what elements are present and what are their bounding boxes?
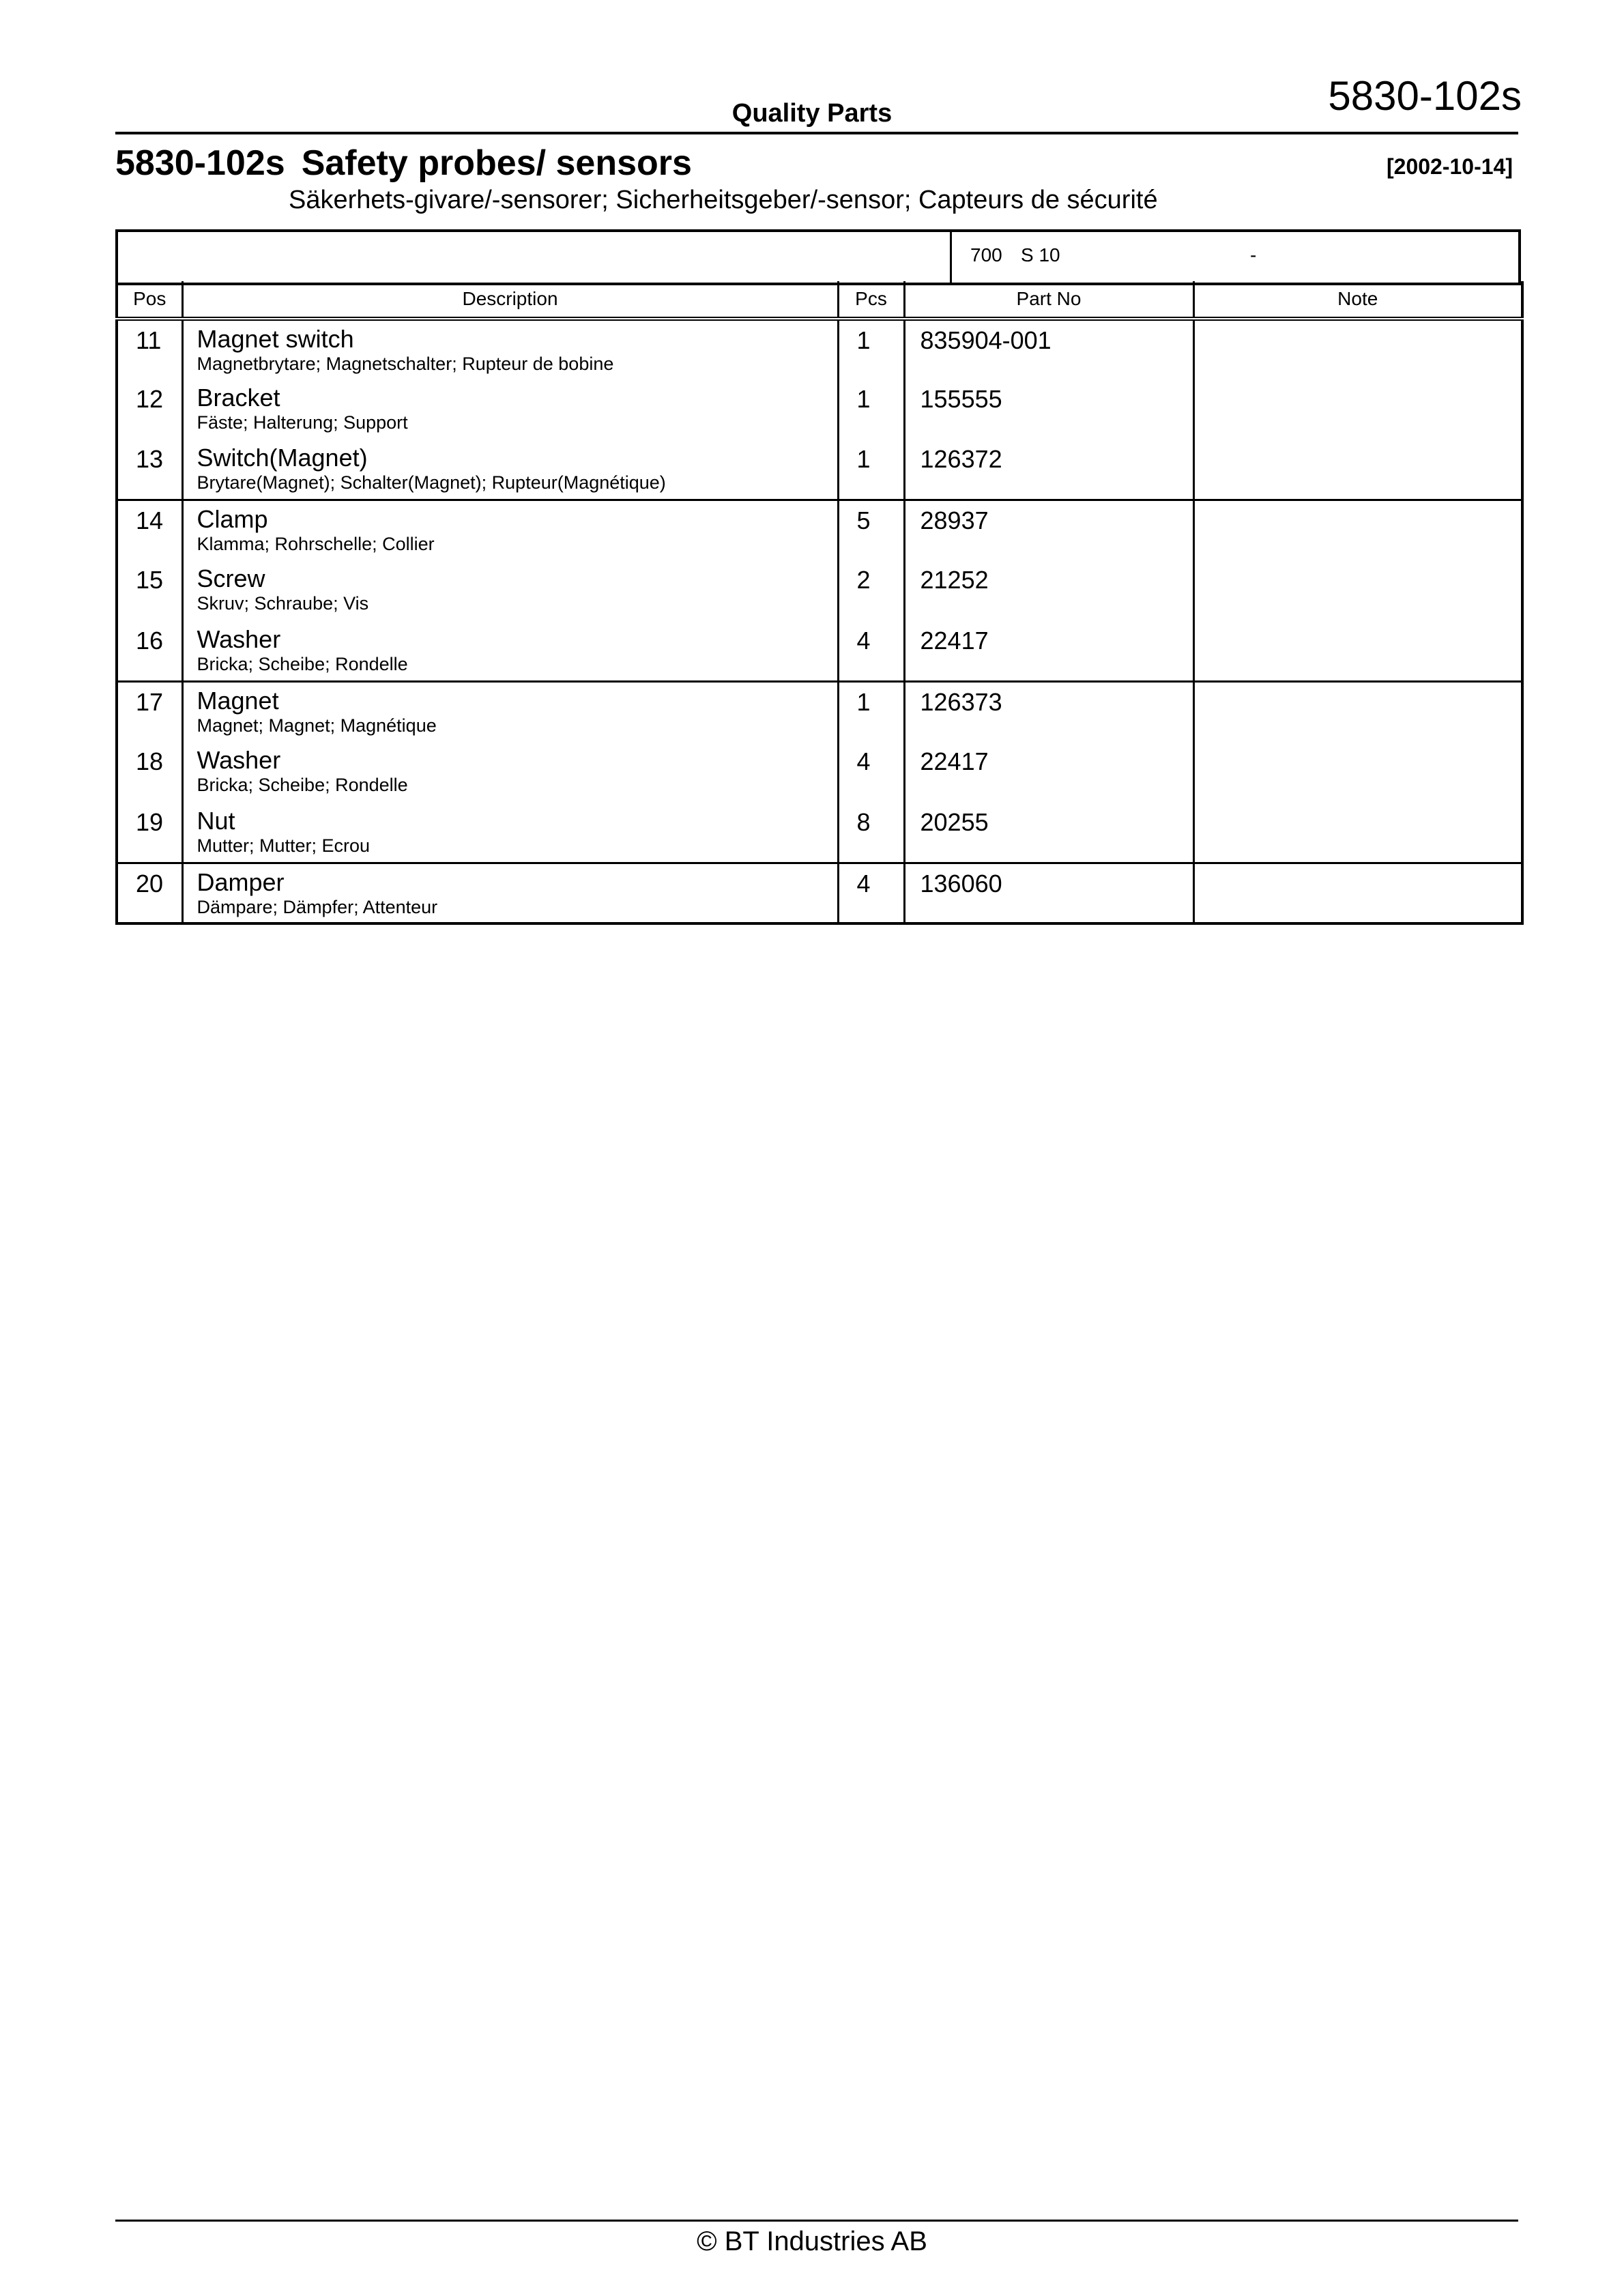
table-row bbox=[117, 621, 1522, 682]
row-part-no: 136060 bbox=[904, 863, 1193, 923]
row-name: Bracket bbox=[197, 383, 280, 412]
row-pos: 15 bbox=[117, 560, 182, 621]
row-description bbox=[182, 379, 838, 440]
header-rule bbox=[115, 132, 1518, 134]
row-description bbox=[182, 803, 838, 863]
row-description bbox=[182, 863, 838, 923]
model-frame-divider bbox=[950, 232, 952, 283]
row-description bbox=[182, 621, 838, 682]
row-translations: Bricka; Scheibe; Rondelle bbox=[197, 653, 408, 674]
row-part-no: 835904-001 bbox=[904, 319, 1193, 379]
row-pcs: 4 bbox=[838, 621, 904, 682]
section-heading bbox=[115, 143, 692, 184]
column-header-pos: Pos bbox=[117, 281, 182, 319]
row-translations: Brytare(Magnet); Schalter(Magnet); Rupteur(Magnétique) bbox=[197, 472, 666, 493]
row-description bbox=[182, 742, 838, 803]
row-pcs: 1 bbox=[838, 440, 904, 500]
model-number: 700 bbox=[970, 244, 1002, 266]
row-name: Magnet switch bbox=[197, 325, 354, 353]
row-note bbox=[1193, 621, 1522, 682]
row-note bbox=[1193, 803, 1522, 863]
section-title: Safety probes/ sensors bbox=[301, 143, 692, 183]
row-pcs: 2 bbox=[838, 560, 904, 621]
row-name: Magnet bbox=[197, 687, 279, 715]
section-date: [2002-10-14] bbox=[1387, 154, 1513, 179]
row-pos: 20 bbox=[117, 863, 182, 923]
row-pcs: 4 bbox=[838, 863, 904, 923]
row-translations: Klamma; Rohrschelle; Collier bbox=[197, 534, 435, 555]
row-name: Washer bbox=[197, 625, 281, 653]
row-part-no: 126373 bbox=[904, 682, 1193, 743]
row-translations: Magnet; Magnet; Magnétique bbox=[197, 715, 437, 736]
table-row bbox=[117, 319, 1522, 379]
row-pcs: 4 bbox=[838, 742, 904, 803]
row-note bbox=[1193, 379, 1522, 440]
row-note bbox=[1193, 440, 1522, 500]
row-pcs: 1 bbox=[838, 682, 904, 743]
row-pos: 12 bbox=[117, 379, 182, 440]
row-note bbox=[1193, 863, 1522, 923]
row-note bbox=[1193, 500, 1522, 561]
row-pos: 14 bbox=[117, 500, 182, 561]
row-name: Clamp bbox=[197, 505, 268, 534]
column-header-pcs: Pcs bbox=[838, 281, 904, 319]
row-translations: Bricka; Scheibe; Rondelle bbox=[197, 775, 408, 796]
row-name: Nut bbox=[197, 806, 235, 835]
row-part-no: 22417 bbox=[904, 621, 1193, 682]
column-header-note: Note bbox=[1193, 281, 1522, 319]
row-description bbox=[182, 682, 838, 743]
column-header-description: Description bbox=[182, 281, 838, 319]
row-translations: Skruv; Schraube; Vis bbox=[197, 593, 369, 614]
row-part-no: 22417 bbox=[904, 742, 1193, 803]
model-serial: S 10 bbox=[1021, 244, 1060, 266]
row-pos: 11 bbox=[117, 319, 182, 379]
column-header-part-no: Part No bbox=[904, 281, 1193, 319]
row-part-no: 126372 bbox=[904, 440, 1193, 500]
row-name: Washer bbox=[197, 746, 281, 775]
page-code: 5830-102s bbox=[1328, 73, 1522, 119]
table-row bbox=[117, 742, 1522, 803]
table-row bbox=[117, 863, 1522, 923]
section-code: 5830-102s bbox=[115, 143, 285, 183]
table-row bbox=[117, 560, 1522, 621]
row-description bbox=[182, 500, 838, 561]
table-header-row bbox=[117, 281, 1522, 319]
table-row bbox=[117, 500, 1522, 561]
row-note bbox=[1193, 682, 1522, 743]
row-translations: Dämpare; Dämpfer; Attenteur bbox=[197, 896, 438, 917]
parts-table bbox=[115, 281, 1524, 925]
row-description bbox=[182, 440, 838, 500]
row-name: Screw bbox=[197, 564, 265, 593]
row-name: Switch(Magnet) bbox=[197, 444, 368, 472]
row-pos: 19 bbox=[117, 803, 182, 863]
row-note bbox=[1193, 560, 1522, 621]
footer-rule bbox=[115, 2220, 1518, 2222]
row-pos: 18 bbox=[117, 742, 182, 803]
model-range-end: - bbox=[1250, 244, 1257, 266]
row-description bbox=[182, 560, 838, 621]
table-row bbox=[117, 682, 1522, 743]
row-part-no: 21252 bbox=[904, 560, 1193, 621]
section-subtitle: Säkerhets-givare/-sensorer; Sicherheitsgeber/-sensor; Capteurs de sécurité bbox=[289, 186, 1158, 214]
row-pcs: 8 bbox=[838, 803, 904, 863]
row-pcs: 5 bbox=[838, 500, 904, 561]
row-translations: Mutter; Mutter; Ecrou bbox=[197, 835, 371, 856]
model-frame bbox=[115, 229, 1521, 285]
row-pos: 16 bbox=[117, 621, 182, 682]
table-row bbox=[117, 379, 1522, 440]
row-name: Damper bbox=[197, 867, 285, 896]
row-part-no: 155555 bbox=[904, 379, 1193, 440]
row-translations: Fäste; Halterung; Support bbox=[197, 412, 408, 433]
table-row bbox=[117, 803, 1522, 863]
row-part-no: 28937 bbox=[904, 500, 1193, 561]
header-title: Quality Parts bbox=[731, 99, 893, 128]
row-part-no: 20255 bbox=[904, 803, 1193, 863]
row-pos: 17 bbox=[117, 682, 182, 743]
row-pcs: 1 bbox=[838, 319, 904, 379]
row-translations: Magnetbrytare; Magnetschalter; Rupteur de bobine bbox=[197, 354, 614, 374]
table-row bbox=[117, 440, 1522, 500]
row-note bbox=[1193, 319, 1522, 379]
footer-copyright: © BT Industries AB bbox=[697, 2226, 927, 2256]
row-description bbox=[182, 319, 838, 379]
row-pos: 13 bbox=[117, 440, 182, 500]
row-note bbox=[1193, 742, 1522, 803]
row-pcs: 1 bbox=[838, 379, 904, 440]
